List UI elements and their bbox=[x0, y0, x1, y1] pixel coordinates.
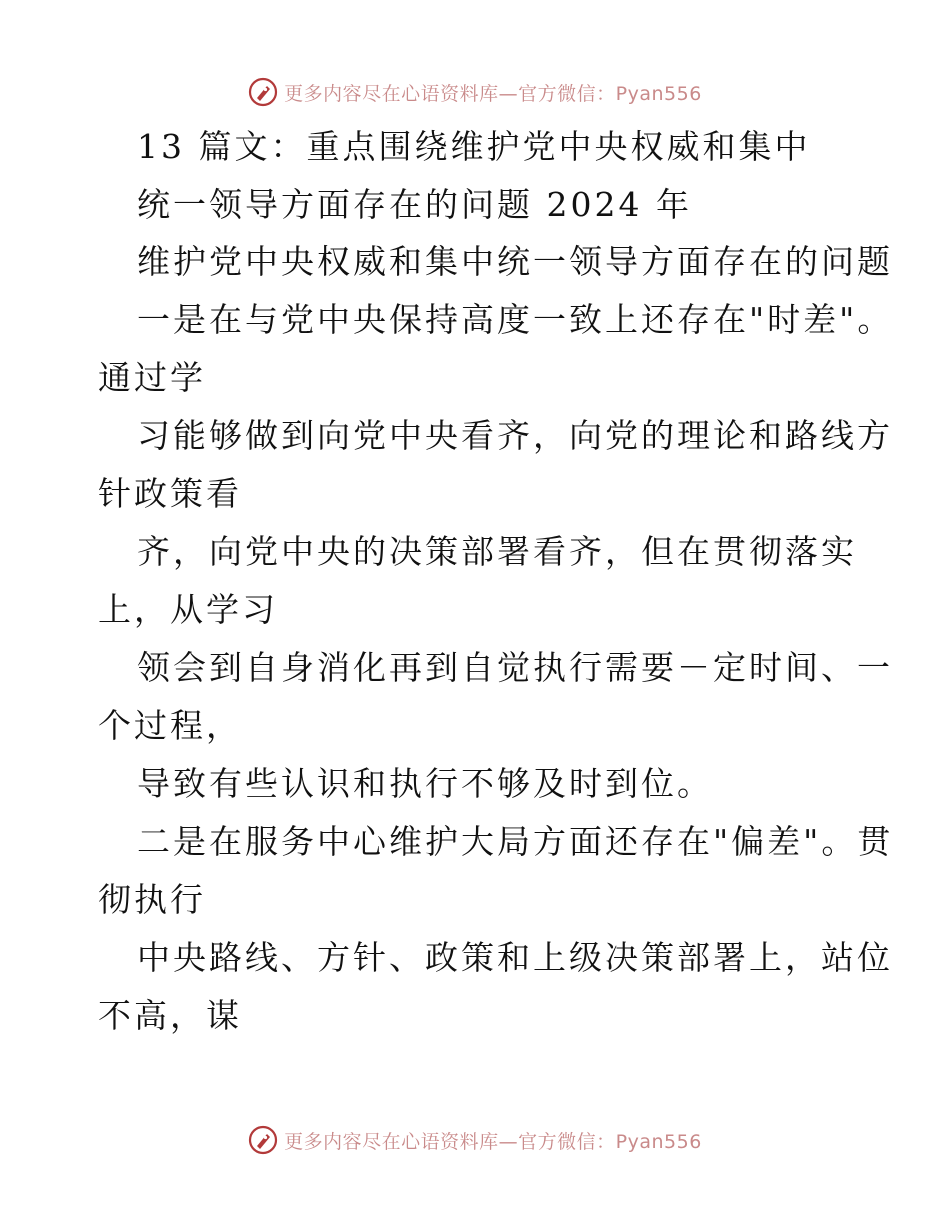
text-line: 统一领导方面存在的问题 2024 年 bbox=[137, 185, 692, 224]
header-watermark bbox=[0, 72, 950, 112]
text-line: 上，从学习 bbox=[98, 590, 278, 629]
text-line: 针政策看 bbox=[98, 474, 242, 513]
text-line: 个过程， bbox=[98, 706, 242, 745]
text-line: 习能够做到向党中央看齐，向党的理论和路线方 bbox=[137, 416, 893, 455]
text-line: 彻执行 bbox=[98, 880, 206, 919]
text-line: 齐，向党中央的决策部署看齐，但在贯彻落实 bbox=[137, 532, 857, 571]
text-line: 导致有些认识和执行不够及时到位。 bbox=[137, 764, 713, 803]
text-line: 一是在与党中央保持高度一致上还存在"时差"。 bbox=[137, 300, 894, 339]
pen-nib-circle-icon bbox=[248, 77, 278, 107]
watermark-text: 更多内容尽在心语资料库—官方微信：Pyan556 bbox=[284, 82, 702, 105]
text-line: 维护党中央权威和集中统一领导方面存在的问题 bbox=[137, 242, 893, 281]
watermark-text: 更多内容尽在心语资料库—官方微信：Pyan556 bbox=[284, 1130, 702, 1153]
text-line: 领会到自身消化再到自觉执行需要－定时间、一 bbox=[137, 648, 893, 687]
text-line: 通过学 bbox=[98, 358, 206, 397]
text-line: 二是在服务中心维护大局方面还存在"偏差"。贯 bbox=[137, 822, 894, 861]
text-line: 中央路线、方针、政策和上级决策部署上，站位 bbox=[137, 938, 893, 977]
footer-watermark bbox=[0, 1120, 950, 1160]
text-line: 13 篇文：重点围绕维护党中央权威和集中 bbox=[137, 127, 811, 166]
pen-nib-circle-icon bbox=[248, 1125, 278, 1155]
text-line: 不高，谋 bbox=[98, 996, 242, 1035]
